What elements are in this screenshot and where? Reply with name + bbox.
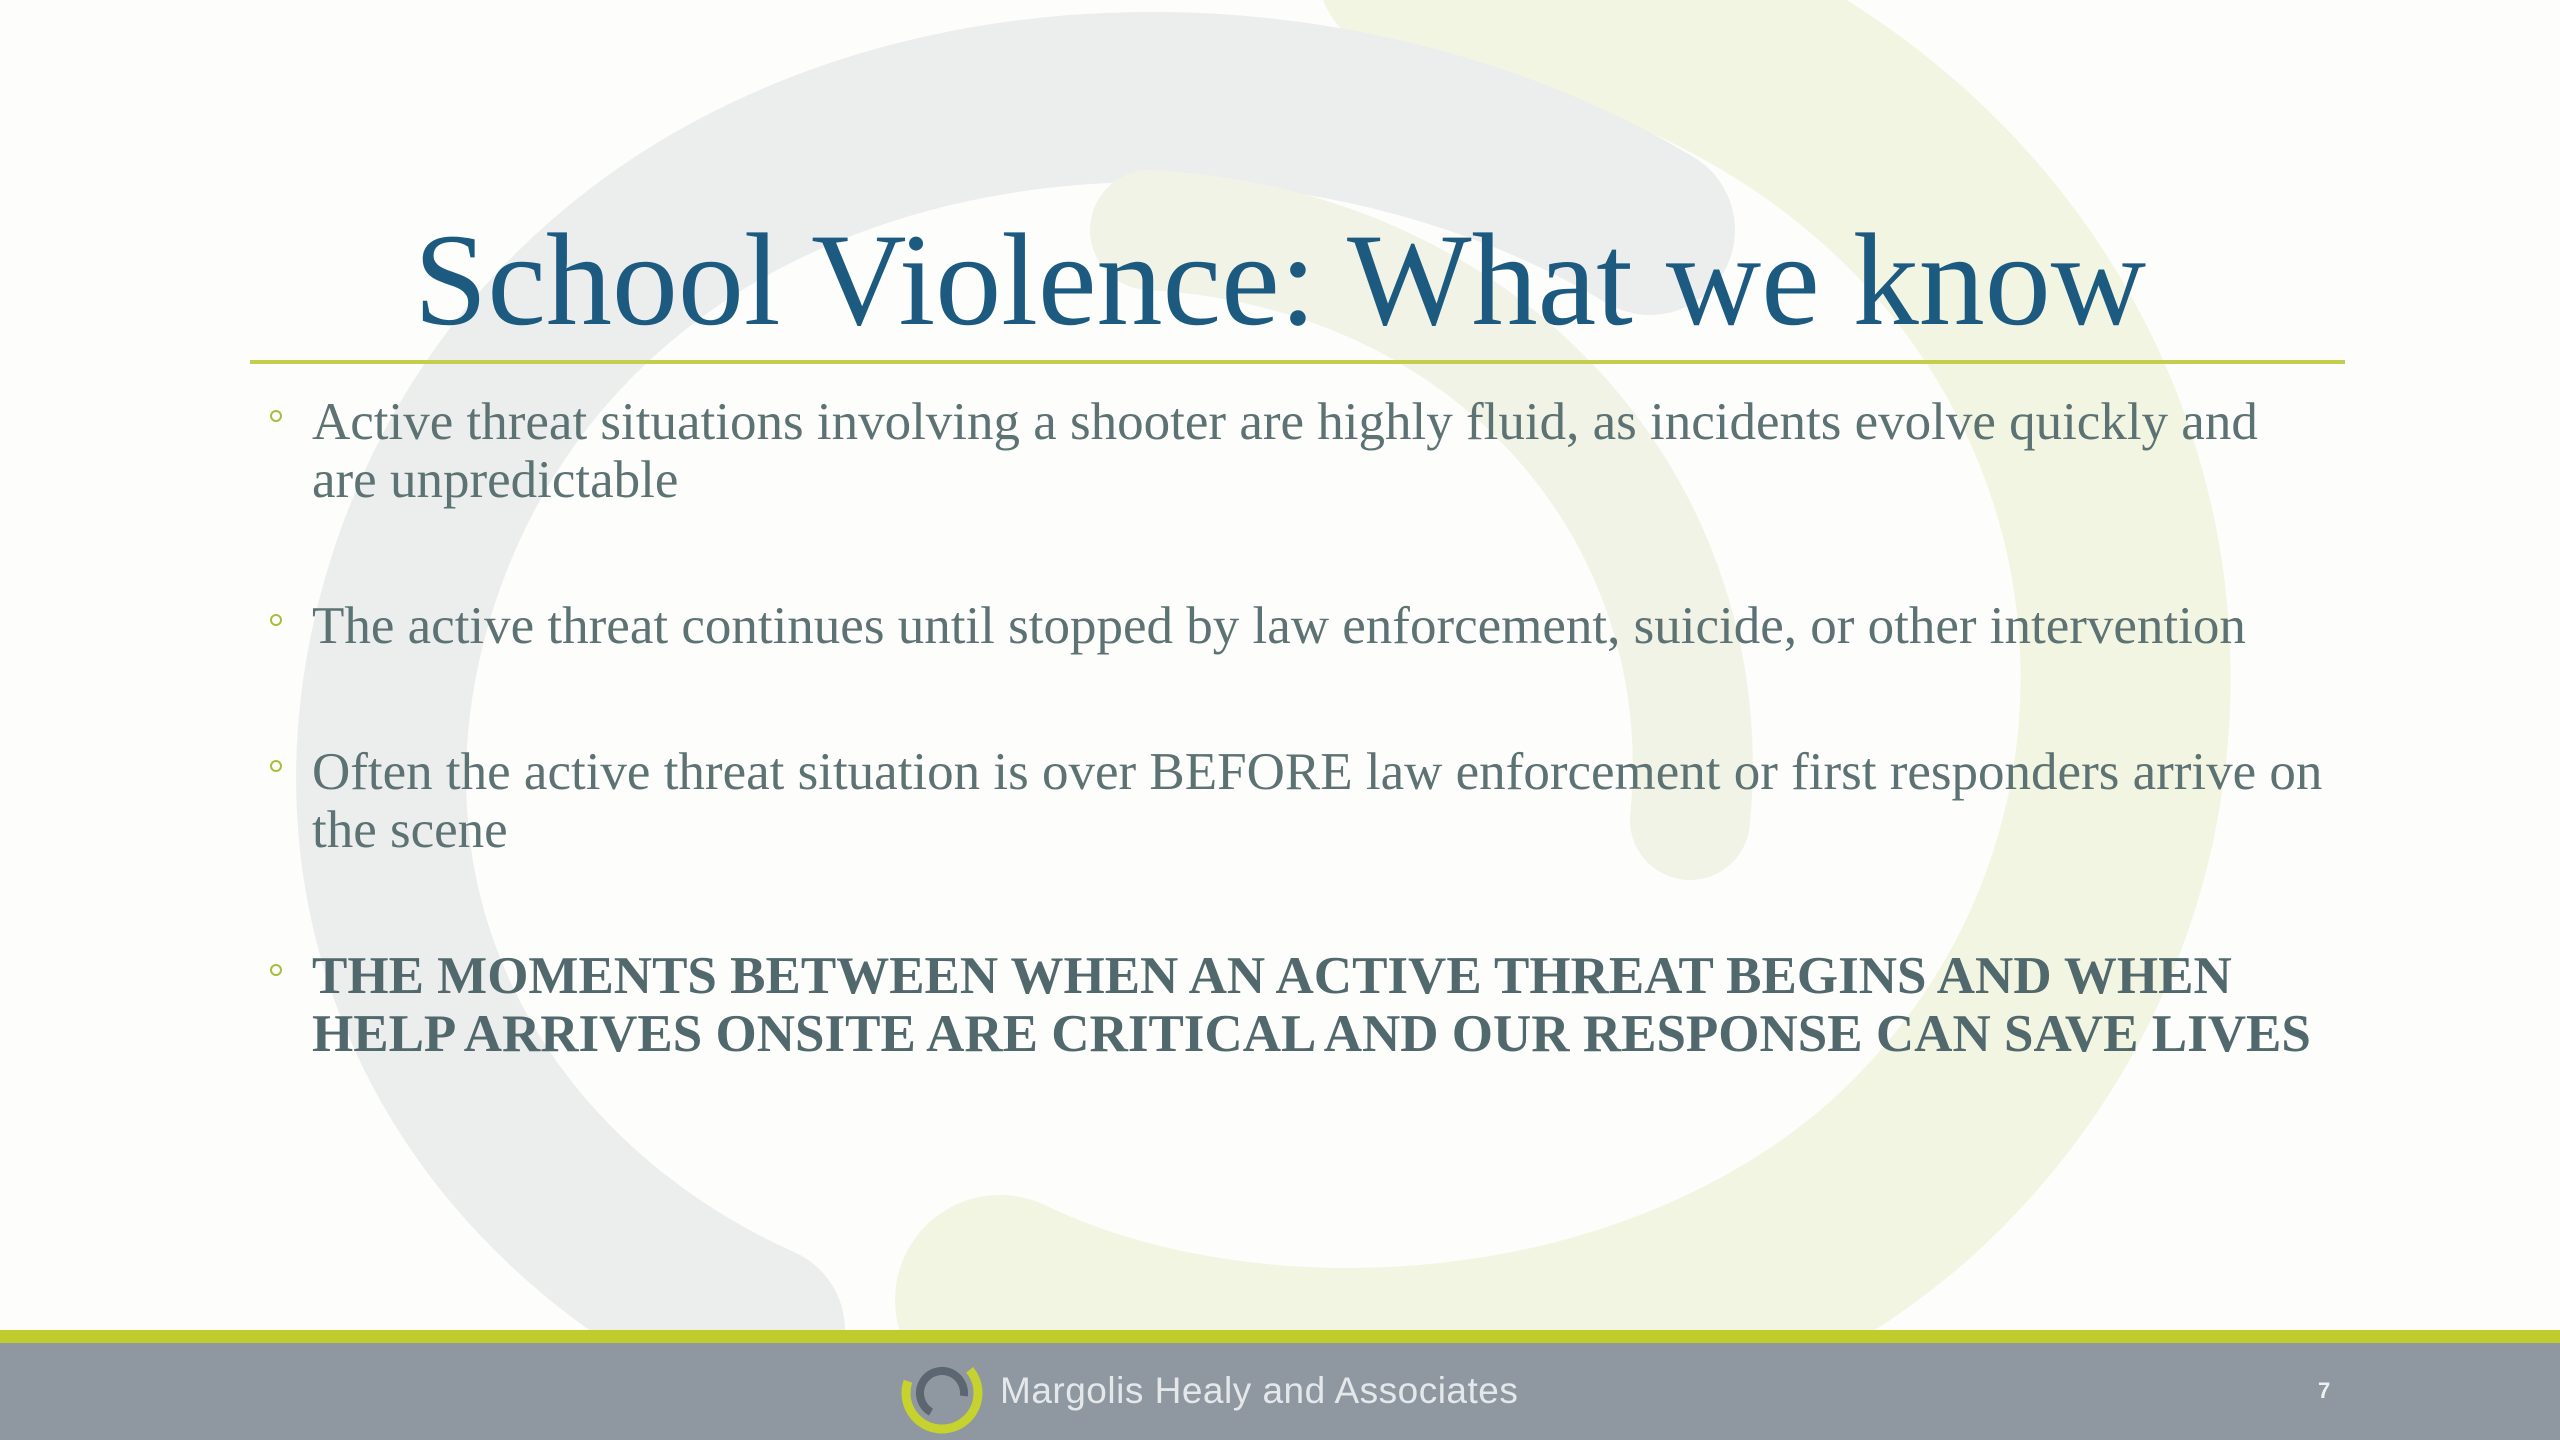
slide-title: School Violence: What we know — [413, 206, 2147, 353]
bullet-item — [270, 597, 2330, 655]
bullet-list — [270, 393, 2330, 1063]
footer-accent-bar — [0, 1330, 2560, 1343]
circle-bullet-icon — [270, 614, 282, 626]
bullet-item-emphasis — [270, 947, 2330, 1063]
bullet-item — [270, 743, 2330, 859]
swirl-logo-icon — [898, 1345, 990, 1440]
bullet-text: THE MOMENTS BETWEEN WHEN AN ACTIVE THREAT BEGINS AND WHEN HELP ARRIVES ONSITE ARE CRITICAL AND OUR RESPONSE CAN SAVE LIVES — [312, 947, 2311, 1063]
circle-bullet-icon — [270, 760, 282, 772]
circle-bullet-icon — [270, 410, 282, 422]
bullet-text: Often the active threat situation is over BEFORE law enforcement or first responders arrive on the scene — [312, 743, 2323, 859]
bullet-item — [270, 393, 2330, 509]
circle-bullet-icon — [270, 964, 282, 976]
title-divider — [250, 360, 2345, 364]
bullet-text: Active threat situations involving a shooter are highly fluid, as incidents evolve quickly and are unpredictable — [312, 393, 2258, 509]
slide-number: 7 — [2318, 1378, 2331, 1403]
company-name: Margolis Healy and Associates — [1000, 1370, 1519, 1411]
bullet-text: The active threat continues until stopped by law enforcement, suicide, or other intervention — [312, 597, 2246, 655]
